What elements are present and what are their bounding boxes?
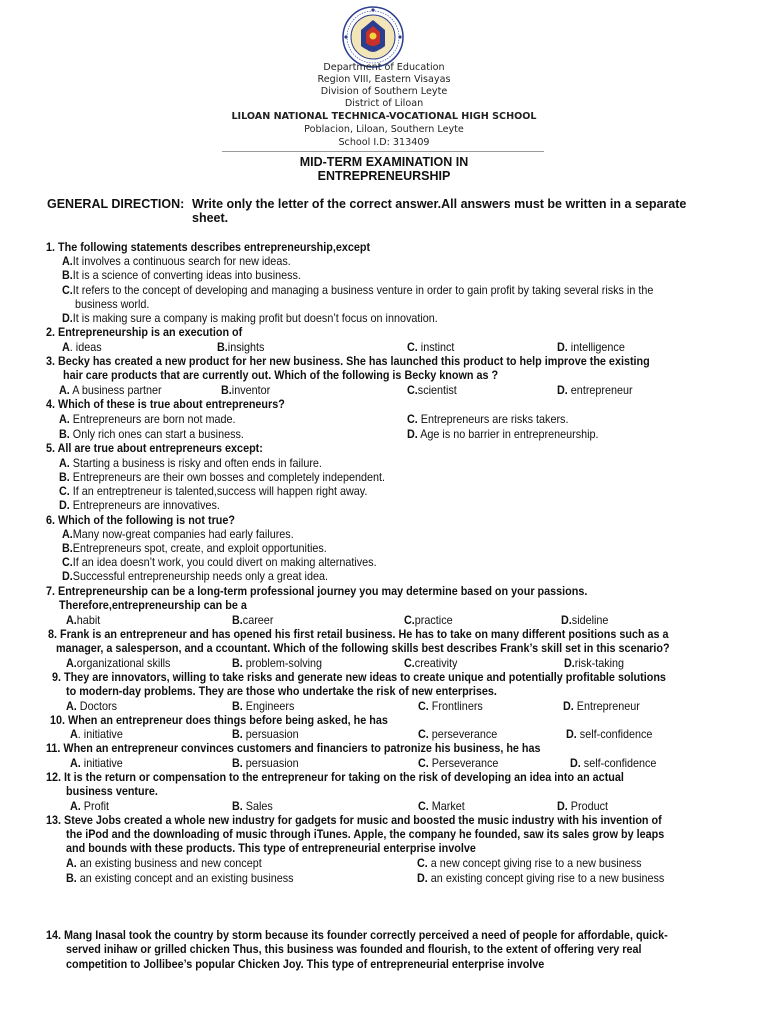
question-11-option xyxy=(570,756,656,770)
question-2-option xyxy=(62,340,102,354)
option-letter: D. xyxy=(563,699,574,713)
question-11-option xyxy=(232,756,299,770)
option-letter: A. xyxy=(62,254,73,268)
question-14-stem: served inihaw or grilled chicken Thus, this business was founded and flourish, to the extent of offering very real xyxy=(66,942,642,956)
header-line: Division of Southern Leyte xyxy=(320,86,448,97)
option-text: Product xyxy=(567,799,609,813)
option-text: Doctors xyxy=(76,699,118,713)
option-letter: D. xyxy=(62,569,73,583)
question-10-option xyxy=(418,727,497,741)
option-letter: D. xyxy=(417,871,428,885)
option-letter: C. xyxy=(418,799,429,813)
question-7-option xyxy=(232,613,273,627)
question-11-option xyxy=(418,756,498,770)
option-text: initiative xyxy=(80,756,123,770)
option-letter: C. xyxy=(62,555,73,569)
option-letter: A. xyxy=(70,799,81,813)
question-11-stem: 11. When an entrepreneur convinces customers and financiers to patronize his business, he has xyxy=(46,741,541,755)
option-text: perseverance xyxy=(428,727,498,741)
option-letter: D. xyxy=(564,656,575,670)
option-text: Entrepreneur xyxy=(573,699,640,713)
option-text: persuasion xyxy=(242,727,299,741)
option-text: risk-taking xyxy=(574,656,625,670)
option-text: entrepreneur xyxy=(567,383,633,397)
question-5-stem: 5. All are true about entrepreneurs except: xyxy=(46,441,263,455)
option-text: Profit xyxy=(80,799,110,813)
option-letter: C. xyxy=(407,412,418,426)
option-text: Age is no barrier in entrepreneurship. xyxy=(417,427,599,441)
option-letter: C. xyxy=(407,383,418,397)
option-letter: D. xyxy=(557,383,568,397)
option-text: Frontliners xyxy=(428,699,483,713)
question-9-stem: to modern-day problems. They are those who undertake the risk of new enterprises. xyxy=(66,684,497,698)
option-text: scientist xyxy=(417,383,457,397)
option-letter: A. xyxy=(66,613,77,627)
option-text: intelligence xyxy=(567,340,625,354)
option-letter: C. xyxy=(418,699,429,713)
exam-title-line2: ENTREPRENEURSHIP xyxy=(317,169,451,184)
question-6-option xyxy=(62,527,294,541)
question-5-option xyxy=(59,470,385,484)
header-divider xyxy=(222,151,544,152)
question-6-option xyxy=(62,569,328,583)
option-letter: B. xyxy=(232,756,243,770)
option-letter: A. xyxy=(66,856,77,870)
option-letter: B. xyxy=(217,340,228,354)
option-text: Successful entrepreneurship needs only a great idea. xyxy=(72,569,328,583)
header-line: Department of Education xyxy=(323,62,445,73)
question-6-option xyxy=(62,541,327,555)
question-2-stem: 2. Entrepreneurship is an execution of xyxy=(46,325,243,339)
question-4-option xyxy=(407,412,568,426)
option-letter: C. xyxy=(418,756,429,770)
question-12-option xyxy=(557,799,608,813)
option-text: . ideas xyxy=(69,340,102,354)
school-name: LILOAN NATIONAL TECHNICA-VOCATIONAL HIGH SCHOOL xyxy=(231,111,537,122)
header-line: District of Liloan xyxy=(344,98,424,109)
option-letter: D. xyxy=(62,311,73,325)
question-13-stem: 13. Steve Jobs created a whole new industry for gadgets for music and boosted the music industry with his invention of xyxy=(46,813,662,827)
header-line: Poblacion, Liloan, Southern Leyte xyxy=(304,124,464,135)
option-letter: B. xyxy=(59,427,70,441)
question-4-option xyxy=(407,427,599,441)
option-text: sideline xyxy=(571,613,609,627)
exam-title-line1: MID-TERM EXAMINATION IN xyxy=(299,155,469,169)
question-13-option xyxy=(66,871,294,885)
question-13-option xyxy=(417,856,642,870)
option-letter: B. xyxy=(221,383,232,397)
question-9-option xyxy=(232,699,294,713)
question-6-option xyxy=(62,555,377,569)
option-text: an existing concept giving rise to a new business xyxy=(427,871,665,885)
option-text: It refers to the concept of developing and managing a business venture in order to gain profit by taking several risks in the xyxy=(72,283,654,297)
question-3-option xyxy=(407,383,457,397)
question-4-option xyxy=(59,412,235,426)
option-letter: D. xyxy=(561,613,572,627)
question-12-stem: business venture. xyxy=(66,784,158,798)
question-14-stem: 14. Mang Inasal took the country by storm because its founder correctly perceived a need of people for affordable, quick- xyxy=(46,928,668,942)
question-12-option xyxy=(418,799,465,813)
option-text: If an idea doesn’t work, you could divert on making alternatives. xyxy=(72,555,377,569)
header-line: School I.D: 313409 xyxy=(338,137,430,148)
option-text: Market xyxy=(428,799,465,813)
option-letter: A. xyxy=(66,656,77,670)
option-text: Perseverance xyxy=(428,756,499,770)
option-letter: C. xyxy=(59,484,70,498)
option-text: Entrepreneurs are innovatives. xyxy=(69,498,220,512)
option-letter: D. xyxy=(566,727,577,741)
question-13-stem: the iPod and the downloading of music through iTunes. Apple, the company he founded, saw its sales grow by leaps xyxy=(66,827,665,841)
option-letter: A. xyxy=(70,756,81,770)
question-13-option xyxy=(417,871,664,885)
exam-title xyxy=(0,155,768,183)
option-letter: A. xyxy=(59,412,70,426)
question-8-option xyxy=(404,656,457,670)
option-text: an existing concept and an existing business xyxy=(76,871,294,885)
question-8-option xyxy=(66,656,170,670)
question-8-option xyxy=(232,656,322,670)
option-letter: D. xyxy=(557,799,568,813)
option-letter: A. xyxy=(59,383,70,397)
question-1-option xyxy=(62,254,291,268)
option-text: Starting a business is risky and often ends in failure. xyxy=(69,456,322,470)
option-letter: A xyxy=(70,727,78,741)
option-letter: D. xyxy=(557,340,568,354)
option-letter: B. xyxy=(62,268,73,282)
option-text: insights xyxy=(227,340,265,354)
question-9-option xyxy=(66,699,117,713)
question-4-option xyxy=(59,427,244,441)
option-text: organizational skills xyxy=(76,656,171,670)
option-text: inventor xyxy=(231,383,271,397)
option-text: It is a science of converting ideas into business. xyxy=(72,268,301,282)
option-text: business world. xyxy=(75,297,150,311)
question-10-option xyxy=(566,727,652,741)
option-letter: C. xyxy=(62,283,73,297)
option-text: Entrepreneurs are risks takers. xyxy=(417,412,569,426)
option-letter: B. xyxy=(232,727,243,741)
question-8-option xyxy=(564,656,624,670)
question-8-stem: manager, a salesperson, and a ccountant. Which of the following skills best describes Frank’s skill set in this scenario? xyxy=(56,641,670,655)
question-7-option xyxy=(404,613,453,627)
option-letter: B. xyxy=(66,871,77,885)
option-text: A business partner xyxy=(69,383,162,397)
option-text: Entrepreneurs are born not made. xyxy=(69,412,236,426)
option-text: creativity xyxy=(414,656,458,670)
option-letter: B. xyxy=(59,470,70,484)
question-1-stem: 1. The following statements describes entrepreneurship,except xyxy=(46,240,371,254)
option-letter: A xyxy=(62,340,70,354)
option-text: problem-solving xyxy=(242,656,323,670)
question-1-option xyxy=(62,268,301,282)
question-14-stem: competition to Jollibee’s popular Chicken Joy. This type of entrepreneurial enterprise involve xyxy=(66,957,545,971)
option-letter: C. xyxy=(404,613,415,627)
option-letter: B. xyxy=(232,656,243,670)
option-text: It is making sure a company is making profit but doesn’t focus on innovation. xyxy=(72,311,438,325)
question-2-option xyxy=(217,340,264,354)
option-text: Entrepreneurs are their own bosses and completely independent. xyxy=(69,470,385,484)
question-3-option xyxy=(59,383,162,397)
question-1-option xyxy=(62,311,438,325)
option-text: . initiative xyxy=(77,727,123,741)
question-13-stem: and bounds with these products. This type of entrepreneurial enterprise involve xyxy=(66,841,476,855)
option-text: Only rich ones can start a business. xyxy=(69,427,244,441)
question-7-option xyxy=(66,613,100,627)
option-letter: C. xyxy=(417,856,428,870)
option-letter: D. xyxy=(59,498,70,512)
question-8-stem: 8. Frank is an entrepreneur and has opened his first retail business. He has to take on many different positions such as a xyxy=(48,627,669,641)
option-letter: B. xyxy=(232,799,243,813)
option-letter: A. xyxy=(59,456,70,470)
question-7-stem: Therefore,entrepreneurship can be a xyxy=(59,598,247,612)
question-7-option xyxy=(561,613,608,627)
question-7-stem: 7. Entrepreneurship can be a long-term professional journey you may determine based on your passions. xyxy=(46,584,588,598)
question-5-option xyxy=(59,484,367,498)
option-text: practice xyxy=(414,613,453,627)
question-12-option xyxy=(70,799,109,813)
option-text: a new concept giving rise to a new business xyxy=(427,856,642,870)
question-6-stem: 6. Which of the following is not true? xyxy=(46,513,235,527)
option-text: instinct xyxy=(417,340,455,354)
option-text: habit xyxy=(76,613,101,627)
question-13-option xyxy=(66,856,262,870)
question-3-stem: hair care products that are currently out. Which of the following is Becky known as ? xyxy=(63,368,499,382)
option-letter: D. xyxy=(407,427,418,441)
option-letter: A. xyxy=(62,527,73,541)
question-4-stem: 4. Which of these is true about entrepreneurs? xyxy=(46,397,285,411)
question-2-option xyxy=(407,340,454,354)
deped-seal-logo xyxy=(342,6,404,68)
option-text: Entrepreneurs spot, create, and exploit opportunities. xyxy=(72,541,327,555)
option-letter: B. xyxy=(62,541,73,555)
option-letter: C. xyxy=(404,656,415,670)
question-12-option xyxy=(232,799,273,813)
question-5-option xyxy=(59,456,322,470)
question-11-option xyxy=(70,756,123,770)
option-letter: B. xyxy=(232,699,243,713)
option-letter: D. xyxy=(570,756,581,770)
general-direction-label: GENERAL DIRECTION: xyxy=(47,197,185,211)
option-letter: C. xyxy=(418,727,429,741)
question-9-option xyxy=(563,699,640,713)
question-10-stem: 10. When an entrepreneur does things before being asked, he has xyxy=(50,713,388,727)
option-text: Sales xyxy=(242,799,273,813)
option-letter: B. xyxy=(232,613,243,627)
option-text: Engineers xyxy=(242,699,295,713)
option-letter: A. xyxy=(66,699,77,713)
question-10-option xyxy=(70,727,123,741)
option-letter: C. xyxy=(407,340,418,354)
question-9-option xyxy=(418,699,483,713)
question-3-option xyxy=(557,383,633,397)
option-text: If an entreptreneur is talented,success will happen right away. xyxy=(69,484,368,498)
question-9-stem: 9. They are innovators, willing to take risks and generate new ideas to create unique and potentially profitable solutions xyxy=(52,670,666,684)
general-direction-text: Write only the letter of the correct answer.All answers must be written in a separate sheet. xyxy=(192,197,687,226)
question-10-option xyxy=(232,727,299,741)
option-text: It involves a continuous search for new ideas. xyxy=(72,254,291,268)
question-5-option xyxy=(59,498,220,512)
option-text: persuasion xyxy=(242,756,299,770)
question-1-option xyxy=(62,283,653,297)
question-3-stem: 3. Becky has created a new product for her new business. She has launched this product to help improve the existing xyxy=(46,354,650,368)
question-1-option xyxy=(75,297,149,311)
question-2-option xyxy=(557,340,625,354)
option-text: career xyxy=(242,613,274,627)
option-text: an existing business and new concept xyxy=(76,856,262,870)
question-12-stem: 12. It is the return or compensation to the entrepreneur for taking on the risk of developing an idea into an actual xyxy=(46,770,624,784)
option-text: Many now-great companies had early failures. xyxy=(72,527,294,541)
header-line: Region VIII, Eastern Visayas xyxy=(317,74,451,85)
question-3-option xyxy=(221,383,270,397)
option-text: self-confidence xyxy=(576,727,653,741)
option-text: self-confidence xyxy=(580,756,657,770)
